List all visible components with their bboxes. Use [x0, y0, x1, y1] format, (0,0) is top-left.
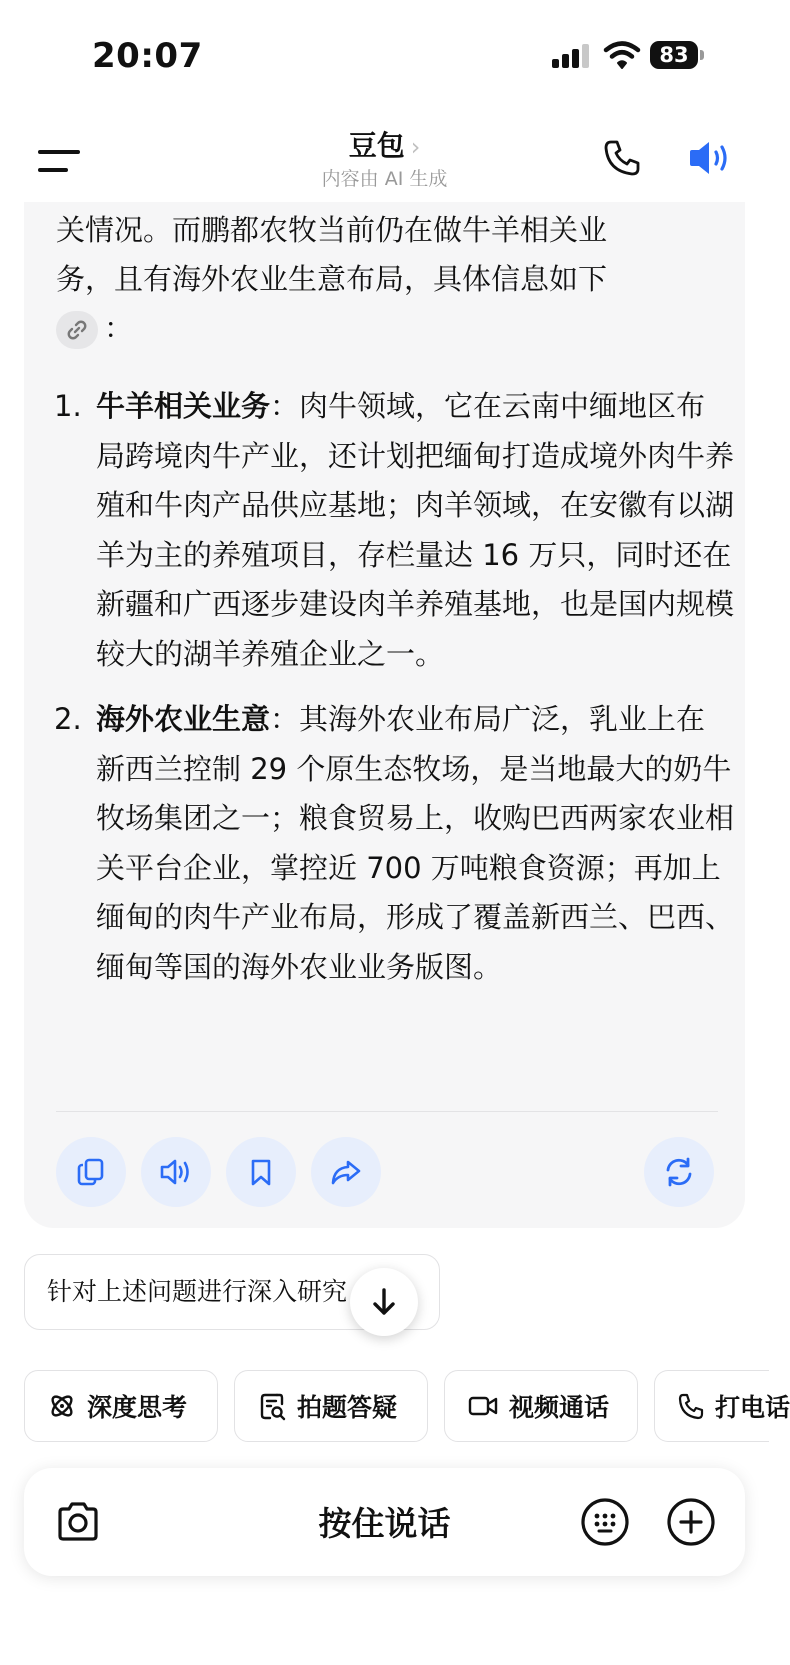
arrow-down-icon — [370, 1287, 398, 1317]
photo-question-chip[interactable] — [234, 1370, 428, 1442]
share-button[interactable] — [311, 1137, 381, 1207]
assistant-message — [24, 150, 745, 1228]
reference-link-button[interactable] — [56, 311, 98, 349]
bot-title[interactable] — [0, 124, 769, 164]
chip-label: 视频通话 — [509, 1393, 610, 1422]
speaker-icon — [158, 1156, 194, 1188]
chat-header — [0, 110, 769, 202]
plus-icon[interactable] — [666, 1497, 716, 1547]
bookmark-icon — [245, 1156, 277, 1188]
battery-level: 83 — [659, 43, 689, 67]
chip-label: 拍题答疑 — [297, 1393, 398, 1422]
bot-name: 豆包 — [348, 129, 405, 162]
list-item-number: 2. — [54, 702, 82, 736]
list-item-heading: 海外农业生意 — [96, 702, 271, 736]
battery-cap — [700, 50, 704, 60]
scan-doc-icon — [257, 1391, 287, 1421]
atom-icon — [47, 1391, 77, 1421]
answer-list — [54, 382, 734, 992]
list-item-body: ：其海外农业布局广泛，乳业上在新西兰控制 29 个原生态牧场，是当地最大的奶牛牧场集团之一；粮食贸易上，收购巴西两家农业相关平台企业，掌控近 700 万吨粮食资源；再加上缅甸的肉牛产业布局，形成了覆盖新西兰、巴西、缅甸等国的海外农业业务版图。 — [96, 702, 735, 984]
message-divider — [56, 1111, 718, 1112]
intro-line-3 — [56, 304, 716, 353]
cellular-signal-icon — [552, 44, 590, 68]
input-bar — [24, 1468, 745, 1576]
message-intro — [56, 206, 716, 353]
read-aloud-button[interactable] — [141, 1137, 211, 1207]
list-item-number: 1. — [54, 389, 82, 423]
phone-call-icon[interactable] — [602, 138, 642, 178]
refresh-icon — [661, 1155, 697, 1189]
chip-label: 深度思考 — [87, 1393, 188, 1422]
video-icon — [467, 1391, 499, 1421]
video-call-chip[interactable] — [444, 1370, 638, 1442]
bookmark-button[interactable] — [226, 1137, 296, 1207]
copy-icon — [75, 1156, 107, 1188]
scroll-to-bottom-button[interactable] — [350, 1268, 418, 1336]
phone-icon — [677, 1391, 705, 1421]
intro-line-1: 关情况。而鹏都农牧当前仍在做牛羊相关业 — [56, 213, 608, 247]
intro-colon: ： — [104, 311, 134, 345]
intro-line-2: 务，且有海外农业生意布局，具体信息如下 — [56, 262, 608, 296]
battery-icon — [650, 41, 698, 69]
keyboard-icon[interactable] — [580, 1497, 630, 1547]
deep-think-chip[interactable] — [24, 1370, 218, 1442]
ai-disclaimer: 内容由 AI 生成 — [321, 168, 448, 190]
wifi-icon — [604, 40, 640, 70]
list-item — [54, 695, 734, 992]
status-time: 20:07 — [92, 36, 203, 76]
chip-label: 打电话 — [715, 1393, 790, 1422]
list-item — [54, 382, 734, 679]
copy-button[interactable] — [56, 1137, 126, 1207]
phone-call-chip[interactable] — [654, 1370, 790, 1442]
regenerate-button[interactable] — [644, 1137, 714, 1207]
chevron-right-icon: › — [410, 133, 421, 161]
list-item-body: ：肉牛领域，它在云南中缅地区布局跨境肉牛产业，还计划把缅甸打造成境外肉牛养殖和牛肉产品供应基地；肉羊领域，在安徽有以湖羊为主的养殖项目，存栏量达 16 万只，同时还在新疆和广西逐步建设肉羊养殖基地，也是国内规模较大的湖羊养殖企业之一。 — [96, 389, 735, 671]
suggested-question[interactable]: 针对上述问题进行深入研究 — [24, 1254, 440, 1330]
voice-playback-icon[interactable] — [686, 138, 734, 178]
hold-to-talk-button[interactable]: 按住说话 — [318, 1504, 451, 1543]
share-icon — [329, 1156, 363, 1188]
link-icon — [65, 318, 89, 342]
status-bar — [0, 0, 769, 110]
list-item-heading: 牛羊相关业务 — [96, 389, 271, 423]
